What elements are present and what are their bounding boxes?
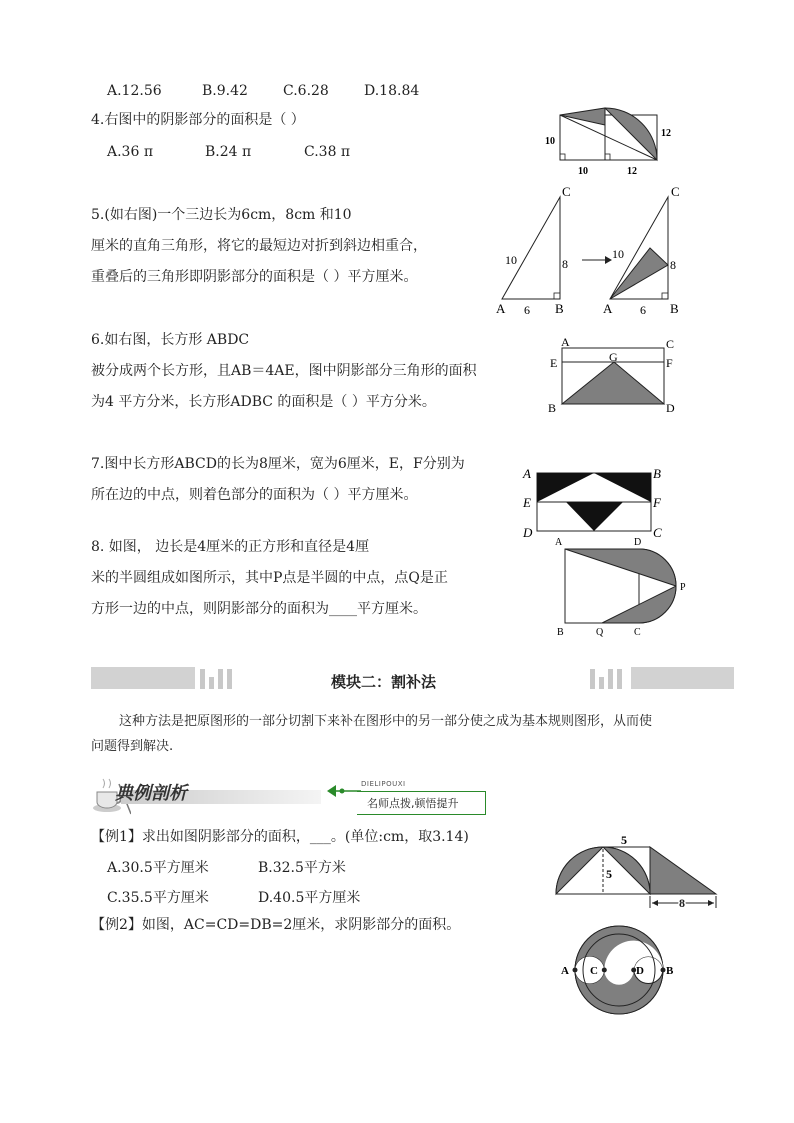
q4-option-a: A.36 π bbox=[107, 144, 154, 160]
q6-fig-label: G bbox=[609, 350, 618, 364]
ex2-question: 【例2】如图，AC=CD=DB=2厘米，求阴影部分的面积。 bbox=[91, 917, 461, 933]
ex2-fig-label: D bbox=[636, 965, 644, 977]
q6-fig-label: D bbox=[666, 401, 675, 415]
q5-fig-label: 8 bbox=[562, 257, 568, 271]
ex1-option-b: B.32.5平方米 bbox=[258, 860, 346, 876]
q7-fig-label: C bbox=[653, 525, 662, 540]
q5-fig-label: C bbox=[671, 184, 680, 199]
q3-option-d: D.18.84 bbox=[364, 83, 420, 99]
q3-option-b: B.9.42 bbox=[202, 83, 248, 99]
q3-option-c: C.6.28 bbox=[283, 83, 329, 99]
q5-fig-label: 10 bbox=[505, 253, 517, 267]
q8-line-3: 方形一边的中点，则阴影部分的面积为____平方厘米。 bbox=[91, 601, 427, 617]
module-intro-line-1: 这种方法是把原图形的一部分切割下来补在图形中的另一部分使之成为基本规则图形，从而使 bbox=[119, 714, 653, 729]
q6-fig-label: C bbox=[666, 337, 675, 351]
q5-line-3: 重叠后的三角形即阴影部分的面积是（ ）平方厘米。 bbox=[91, 269, 418, 285]
ex1-fig-label: 5 bbox=[606, 867, 612, 881]
q5-fig-label: 8 bbox=[670, 258, 676, 272]
module-title: 模块二：割补法 bbox=[331, 673, 437, 691]
banner-bar-left bbox=[91, 667, 195, 689]
q6-line-1: 6.如右图，长方形 ABDC bbox=[91, 332, 250, 348]
q6-fig-label: E bbox=[550, 356, 558, 370]
q8-fig-label: D bbox=[634, 537, 642, 548]
q8-fig-label: A bbox=[555, 537, 563, 548]
q8-fig-label: B bbox=[557, 627, 564, 638]
q4-option-b: B.24 π bbox=[205, 144, 252, 160]
q7-line-2: 所在边的中点，则着色部分的面积为（ ）平方厘米。 bbox=[91, 487, 418, 503]
ex2-fig-label: B bbox=[666, 965, 674, 977]
ex1-figure bbox=[548, 830, 728, 915]
q4-figure bbox=[540, 100, 680, 180]
q5-figure bbox=[490, 183, 700, 323]
q5-fig-label: A bbox=[603, 301, 613, 316]
q4-option-c: C.38 π bbox=[304, 144, 351, 160]
q4-fig-label: 10 bbox=[578, 166, 588, 177]
q4-question: 4.右图中的阴影部分的面积是（ ） bbox=[91, 112, 305, 128]
arrow-left-icon bbox=[327, 784, 361, 798]
q7-fig-label: B bbox=[653, 466, 661, 481]
ex1-option-a: A.30.5平方厘米 bbox=[107, 860, 209, 876]
banner-stripes-right bbox=[590, 669, 626, 689]
ex1-fig-label: 8 bbox=[679, 896, 685, 910]
q7-figure bbox=[518, 460, 668, 540]
q8-fig-label: Q bbox=[596, 627, 604, 638]
q8-line-1: 8. 如图， 边长是4厘米的正方形和直径是4厘 bbox=[91, 539, 370, 555]
q6-line-3: 为4 平方分米，长方形ADBC 的面积是（ ）平方分米。 bbox=[91, 394, 436, 410]
q5-fig-label: B bbox=[670, 301, 679, 316]
q5-fig-label: 6 bbox=[524, 303, 530, 317]
q7-fig-label: A bbox=[523, 466, 531, 481]
q8-line-2: 米的半圆组成如图所示，其中P点是半圆的中点，点Q是正 bbox=[91, 570, 448, 586]
ex1-option-d: D.40.5平方厘米 bbox=[258, 890, 361, 906]
q7-fig-label: D bbox=[523, 525, 533, 540]
q5-line-1: 5.(如右图)一个三边长为6cm，8cm 和10 bbox=[91, 207, 352, 223]
q3-option-a: A.12.56 bbox=[107, 83, 162, 99]
ex1-option-c: C.35.5平方厘米 bbox=[107, 890, 209, 906]
q5-fig-label: 6 bbox=[640, 303, 646, 317]
module-intro-line-2: 问题得到解决. bbox=[91, 739, 174, 754]
ex2-figure bbox=[558, 922, 688, 1022]
section-banner-pinyin: DIELIPOUXI bbox=[361, 780, 406, 788]
section-banner-title: 典例剖析 bbox=[115, 783, 187, 804]
ex1-question: 【例1】求出如图阴影部分的面积，___。(单位:cm，取3.14) bbox=[91, 829, 469, 845]
q6-fig-label: B bbox=[548, 401, 557, 415]
q5-fig-label: C bbox=[562, 184, 571, 199]
q5-fig-label: A bbox=[496, 301, 506, 316]
q6-fig-label: F bbox=[666, 356, 673, 370]
q4-fig-label: 12 bbox=[661, 128, 671, 139]
q4-fig-label: 10 bbox=[545, 136, 555, 147]
ex1-fig-label: 5 bbox=[621, 833, 627, 847]
q7-line-1: 7.图中长方形ABCD的长为8厘米，宽为6厘米，E，F分别为 bbox=[91, 456, 465, 472]
q7-fig-label: E bbox=[523, 495, 531, 510]
banner-bar-right bbox=[631, 667, 734, 689]
q6-line-2: 被分成两个长方形，且AB＝4AE，图中阴影部分三角形的面积 bbox=[91, 363, 477, 379]
q8-fig-label: C bbox=[634, 627, 641, 638]
q5-fig-label: 10 bbox=[612, 247, 624, 261]
banner-stripes-left bbox=[200, 669, 236, 689]
q8-fig-label: P bbox=[680, 582, 686, 593]
q5-line-2: 厘米的直角三角形，将它的最短边对折到斜边相重合， bbox=[91, 238, 427, 254]
q7-fig-label: F bbox=[653, 495, 661, 510]
ex2-fig-label: A bbox=[561, 965, 569, 977]
section-banner-subtitle: 名师点拨,顿悟提升 bbox=[367, 797, 459, 810]
q6-fig-label: A bbox=[561, 335, 570, 349]
q4-fig-label: 12 bbox=[627, 166, 637, 177]
q6-figure bbox=[540, 330, 690, 420]
ex2-fig-label: C bbox=[590, 965, 598, 977]
section-banner bbox=[91, 776, 486, 816]
q8-figure bbox=[548, 534, 698, 644]
q5-fig-label: B bbox=[555, 301, 564, 316]
